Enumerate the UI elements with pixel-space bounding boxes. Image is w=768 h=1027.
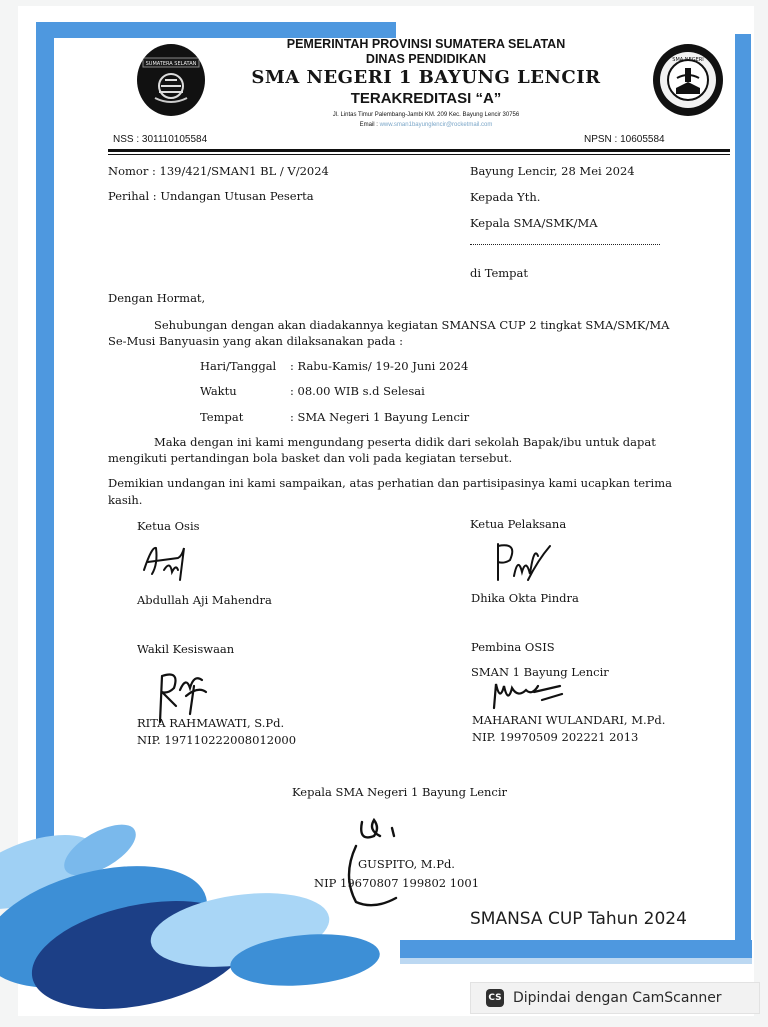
email-value: www.sman1bayunglencir@rocketmail.com	[379, 122, 493, 128]
signature-pembina-nip: NIP. 19970509 202221 2013	[472, 730, 639, 744]
paragraph-1-line-1: Sehubungan dengan akan diadakannya kegiatan SMANSA CUP 2 tingkat SMA/SMK/MA	[154, 318, 670, 332]
signature-osis-title: Ketua Osis	[137, 519, 200, 533]
blue-frame-left	[36, 22, 54, 970]
email-label: Email :	[359, 122, 380, 128]
signature-kepala-name: GUSPITO, M.Pd.	[358, 857, 455, 871]
recipient-line-3: di Tempat	[470, 266, 529, 280]
detail-value-place: : SMA Negeri 1 Bayung Lencir	[290, 410, 470, 424]
detail-value-time: : 08.00 WIB s.d Selesai	[290, 384, 425, 398]
paragraph-1-line-2: Se-Musi Banyuasin yang akan dilaksanakan pada :	[108, 334, 404, 348]
letterhead-rule-thick	[108, 149, 730, 152]
detail-label-place: Tempat	[200, 410, 244, 424]
svg-text:SMA NEGERI: SMA NEGERI	[672, 57, 704, 63]
camscanner-icon: CS	[486, 989, 504, 1007]
recipient-line-1: Kepada Yth.	[470, 190, 541, 204]
paragraph-2-line-2: mengikuti pertandingan bola basket dan voli pada kegiatan tersebut.	[108, 451, 513, 465]
letter-subject: Perihal : Undangan Utusan Peserta	[108, 189, 314, 203]
signature-wakil-title: Wakil Kesiswaan	[137, 642, 235, 656]
recipient-dotted-line	[470, 244, 660, 245]
signature-pembina-school: SMAN 1 Bayung Lencir	[471, 665, 609, 679]
letterhead-email	[216, 122, 636, 128]
signature-wakil-nip: NIP. 197110222008012000	[137, 733, 297, 747]
letterhead-rule-thin	[108, 154, 730, 155]
letterhead-government: PEMERINTAH PROVINSI SUMATERA SELATAN	[286, 37, 566, 51]
letterhead-department: DINAS PENDIDIKAN	[365, 52, 487, 66]
letterhead-accreditation: TERAKREDITASI “A”	[350, 90, 502, 107]
signature-pembina	[488, 676, 568, 716]
letter-place-date: Bayung Lencir, 28 Mei 2024	[470, 164, 635, 178]
signature-pelaksana	[488, 536, 558, 590]
camscanner-badge	[470, 982, 760, 1014]
signature-pelaksana-title: Ketua Pelaksana	[470, 517, 567, 531]
paragraph-3-line-1: Demikian undangan ini kami sampaikan, atas perhatian dan partisipasinya kami ucapkan terima	[108, 476, 672, 490]
signature-kepala-title: Kepala SMA Negeri 1 Bayung Lencir	[292, 785, 508, 799]
paragraph-2-line-1: Maka dengan ini kami mengundang peserta didik dari sekolah Bapak/ibu untuk dapat	[154, 435, 656, 449]
blue-frame-top	[36, 22, 396, 38]
paragraph-3-line-2: kasih.	[108, 493, 143, 507]
signature-osis-name: Abdullah Aji Mahendra	[137, 593, 272, 607]
detail-label-date: Hari/Tanggal	[200, 359, 277, 373]
letterhead-school-name: SMA NEGERI 1 BAYUNG LENCIR	[251, 67, 601, 88]
blue-frame-bottom-shadow	[400, 958, 752, 964]
signature-osis	[138, 540, 198, 588]
signature-wakil-name: RITA RAHMAWATI, S.Pd.	[137, 716, 285, 730]
recipient-line-2: Kepala SMA/SMK/MA	[470, 216, 598, 230]
provincial-logo	[137, 44, 205, 116]
letter-number: Nomor : 139/421/SMAN1 BL / V/2024	[108, 164, 329, 178]
detail-label-time: Waktu	[200, 384, 237, 398]
svg-text:SUMATERA SELATAN: SUMATERA SELATAN	[145, 61, 197, 67]
salutation: Dengan Hormat,	[108, 291, 206, 305]
signature-pelaksana-name: Dhika Okta Pindra	[471, 591, 579, 605]
signature-pembina-title: Pembina OSIS	[471, 640, 555, 654]
school-logo	[653, 44, 723, 116]
nss-number: NSS : 301110105584	[113, 134, 208, 145]
blue-frame-right	[735, 34, 751, 964]
blue-frame-bottom	[400, 940, 752, 960]
event-footer: SMANSA CUP Tahun 2024	[470, 909, 687, 929]
npsn-number: NPSN : 10605584	[584, 134, 665, 145]
signature-kepala-nip: NIP 19670807 199802 1001	[314, 876, 480, 890]
letterhead-address: Jl. Lintas Timur Palembang-Jambi KM. 209 Kec. Bayung Lencir 30756	[332, 112, 520, 118]
signature-pembina-name: MAHARANI WULANDARI, M.Pd.	[472, 713, 666, 727]
camscanner-text: Dipindai dengan CamScanner	[513, 990, 722, 1006]
detail-value-date: : Rabu-Kamis/ 19-20 Juni 2024	[290, 359, 469, 373]
